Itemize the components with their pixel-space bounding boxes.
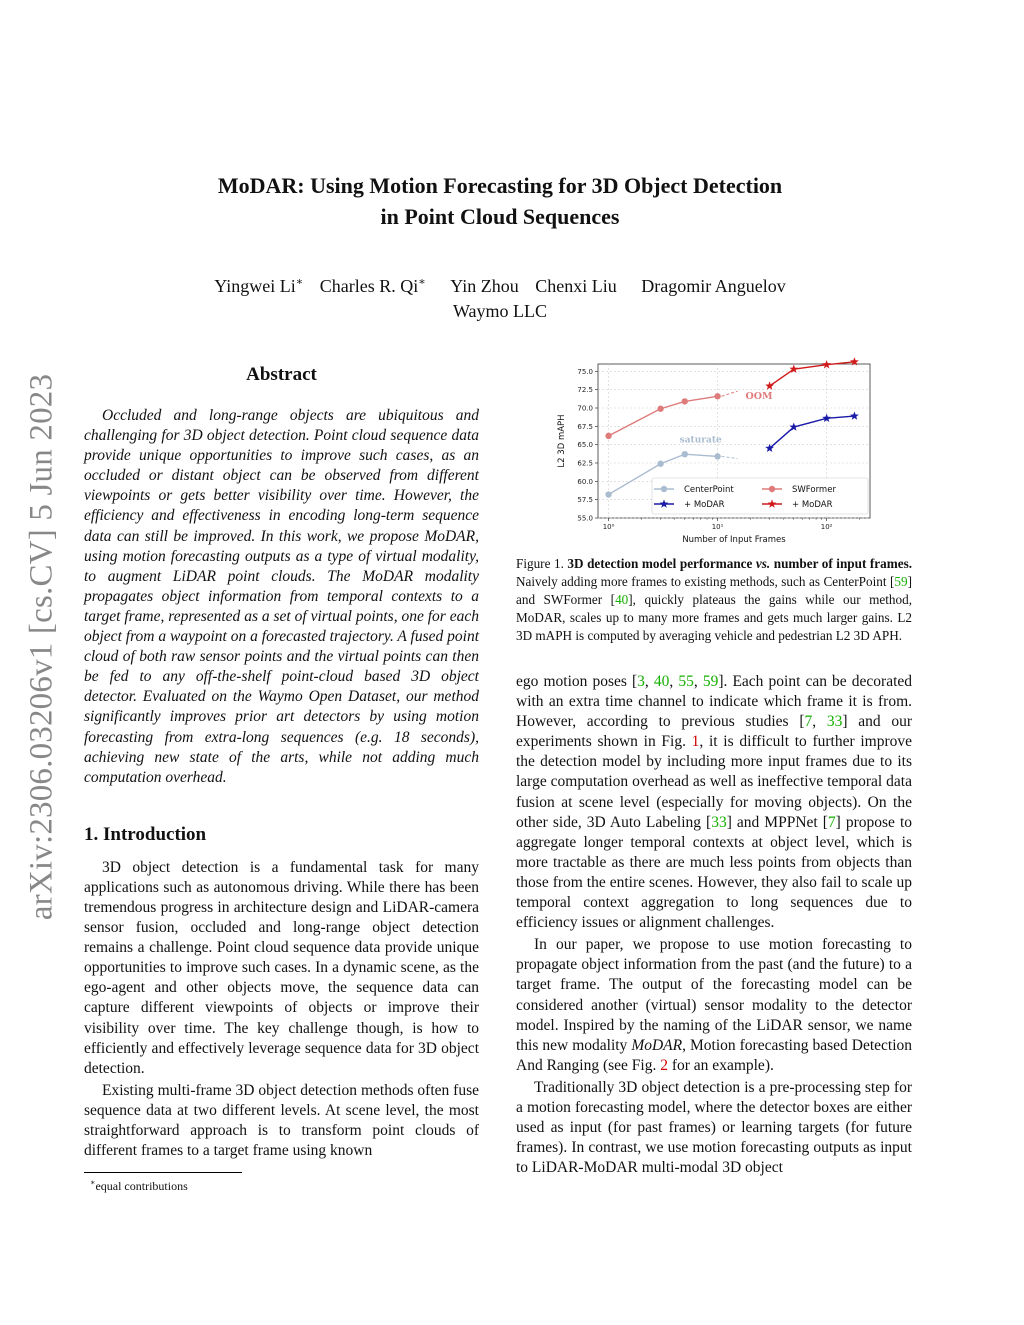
y-tick-label: 60.0 (577, 477, 593, 486)
legend-label: + MoDAR (684, 500, 725, 510)
y-tick-label: 70.0 (577, 404, 593, 413)
y-tick-label: 72.5 (577, 386, 593, 395)
citation-link[interactable]: 59 (702, 673, 719, 690)
author-name: Dragomir Anguelov (641, 276, 786, 296)
data-point (605, 433, 611, 439)
data-point (605, 491, 611, 497)
affiliation: Waymo LLC (452, 301, 548, 321)
figure-ref-link[interactable]: 1 (691, 733, 700, 751)
legend-marker (661, 486, 667, 492)
right-paragraph-2: In our paper, we propose to use motion forecasting to propagate object information from the past (and the future) to a target frame. The output of the forecasting model can be considered another (virtual) sensor modality to the detector model. Inspired by the naming of the LiDAR sensor, we name this new modality MoDAR, Motion forecasting based Detection And Ranging (see Fig. 2 for an example). (516, 936, 913, 1074)
paper-title (120, 170, 880, 232)
arxiv-identifier-stamp (20, 364, 64, 930)
intro-paragraph-1: 3D object detection is a fundamental task for many applications such as autonomous driving. While there has been tremendous progress in architecture design and LiDAR-camera sensor fusion, occluded and long-range object detection remains a challenge. Point cloud sequence data provide unique opportunities to improve such cases. In a dynamic scene, as the ego-agent and other objects move, the sequence data can capture different viewpoints of objects or improve their visibility over time. The key challenge though, is how to efficiently and effectively leverage sequence data for 3D object detection. (84, 858, 479, 1077)
legend-label: CenterPoint (684, 485, 734, 495)
x-tick-label: 10² (820, 523, 833, 531)
legend-label: + MoDAR (792, 500, 833, 510)
y-tick-label: 55.0 (577, 514, 593, 523)
y-tick-label: 57.5 (577, 496, 593, 505)
citation-link[interactable]: 3 (637, 673, 645, 690)
abstract-heading: Abstract (246, 364, 317, 385)
y-tick-label: 75.0 (577, 367, 593, 376)
author-block (120, 270, 880, 324)
footnote-rule (84, 1172, 242, 1173)
annotation-saturate: saturate (679, 435, 722, 446)
author-name: Yingwei Li∗ (214, 276, 304, 296)
author-name: Charles R. Qi∗ (319, 276, 426, 296)
footnote: ∗equal contributions (90, 1178, 188, 1193)
annotation-oom: OOM (745, 391, 773, 403)
data-point (714, 453, 720, 459)
x-tick-label: 10¹ (711, 523, 724, 531)
right-paragraph-3: Traditionally 3D object detection is a pre-processing step for a motion forecasting model, where the detector boxes are either used as input (for past frames) or learning targets (for future frames). In contrast, we use motion forecasting outputs as input to LiDAR-MoDAR multi-modal 3D object (516, 1078, 912, 1177)
right-column-body (516, 672, 912, 1178)
left-column (84, 362, 479, 1161)
citation-link[interactable]: 59 (894, 574, 908, 589)
title-line-2: in Point Cloud Sequences (380, 204, 620, 229)
citation-link[interactable]: 33 (711, 813, 727, 831)
citation-link[interactable]: 7 (804, 713, 813, 731)
right-paragraph-1: ego motion poses [3, 40, 55, 59]. Each point can be decorated with an extra time channel to indicate which frame it is from. However, according to previous studies [7, 33] and our experiments shown in Fig. 1, it is difficult to further improve the detection model by including more input frames due to its large computation overhead as well as ineffective temporal data fusion at scene level (especially for moving objects). On the other side, 3D Auto Labeling [33] and MPPNet [7] propose to aggregate longer temporal contexts at object level, which is more tractable as there are much less points from objects than those from the entire scenes. However, they also fail to scale up temporal context aggregation to long sequences due to efficiency issues or alignment challenges. (516, 673, 913, 932)
abstract-text: Occluded and long-range objects are ubiquitous and challenging for 3D object detection. Point cloud sequence data provide unique opportunities to improve such cases, as an occluded or distant object can be observed from different viewpoints or gets better visibility over time. However, the efficiency and effectiveness in encoding long-term sequence data can still be improved. In this work, we propose MoDAR, using motion forecasting outputs as a type of virtual modality, to augment LiDAR point clouds. The MoDAR modality propagates object information from temporal contexts to a target frame, represented as a set of virtual points, one for each object from a waypoint on a forecasted trajectory. A fused point cloud of both raw sensor points and the virtual points can then be fed to any off-the-shelf point-cloud based 3D object detector. Evaluated on the Waymo Open Dataset, our method significantly improves prior art detectors by using motion forecasting from extra-long sequences (e.g. 18 seconds), achieving new state of the arts, while not adding much computation overhead. (84, 407, 479, 786)
author-name: Chenxi Liu (535, 276, 617, 296)
x-axis-label: Number of Input Frames (682, 535, 786, 545)
figure-ref-link[interactable]: 2 (660, 1056, 668, 1074)
y-tick-label: 67.5 (577, 422, 593, 431)
author-list (120, 270, 880, 299)
intro-paragraph-2: Existing multi-frame 3D object detection methods often fuse sequence data at two different levels. At scene level, the most straightforward approach is to transform point clouds of different frames to a target frame using known (84, 1081, 479, 1160)
y-axis-label: L2 3D mAPH (557, 414, 567, 468)
arxiv-id-text: arXiv:2306.03206v1 [cs.CV] 5 Jun 2023 (23, 373, 60, 921)
citation-link[interactable]: 7 (827, 813, 836, 831)
figure-1-chart (548, 356, 886, 546)
y-tick-label: 65.0 (577, 441, 593, 450)
data-point (714, 393, 720, 399)
data-point (657, 406, 663, 412)
citation-link[interactable]: 40 (615, 592, 629, 607)
introduction-heading: 1. Introduction (84, 823, 207, 845)
y-tick-label: 62.5 (577, 459, 593, 468)
legend-marker (769, 486, 775, 492)
title-line-1: MoDAR: Using Motion Forecasting for 3D Object Detection (217, 173, 783, 198)
data-point (657, 461, 663, 467)
citation-link[interactable]: 40 (653, 673, 670, 690)
author-name: Yin Zhou (450, 276, 519, 296)
figure-1-caption: Figure 1. 3D detection model performance vs. number of input frames. Naively adding more frames to existing methods, such as CenterPoint [59] and SWFormer [40], quickly plateaus the gains while our method, MoDAR, scales up to many more frames and gets much larger gains. L2 3D mAPH is computed by averaging vehicle and pedestrian L2 3D APH. (516, 556, 912, 643)
data-point (682, 451, 688, 457)
citation-link[interactable]: 55 (678, 673, 694, 690)
legend-label: SWFormer (792, 485, 836, 495)
citation-link[interactable]: 33 (826, 713, 843, 731)
data-point (682, 398, 688, 404)
x-tick-label: 10⁰ (602, 523, 615, 531)
